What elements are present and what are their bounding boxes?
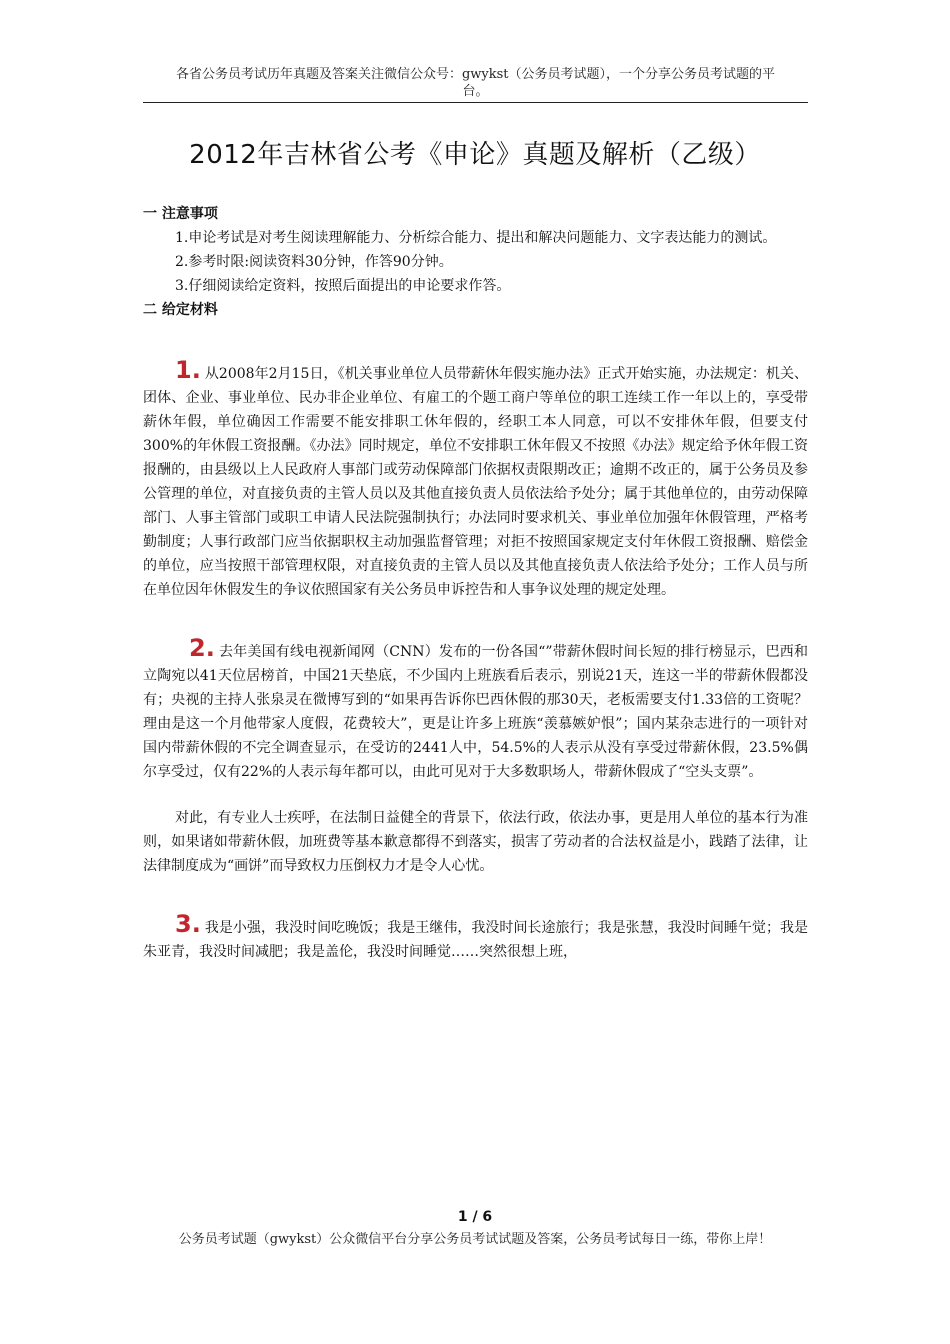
- material-number: 3.: [175, 910, 201, 938]
- material-text: 去年美国有线电视新闻网（CNN）发布的一份各国“”带薪休假时间长短的排行榜显示，巴西和立陶宛以41天位居榜首，中国21天垫底，不少国内上班族看后表示，别说21天，连这一半的带薪休假都没有；央视的主持人张泉灵在微博写到的“如果再告诉你巴西休假的那30天，老板需要支付1.33倍的工资呢？理由是这一个月他带家人度假，花费较大”，更是让许多上班族“羡慕嫉妒恨”；国内某杂志进行的一项针对国内带薪休假的不完全调查显示，在受访的2441人中，54.5%的人表示从没有享受过带薪休假，23.5%偶尔享受过，仅有22%的人表示每年都可以，由此可见对于大多数职场人，带薪休假成了“空头支票”。: [143, 644, 808, 780]
- page-header: [143, 66, 808, 100]
- material-2: [143, 636, 808, 784]
- header-divider: [143, 102, 808, 103]
- material-number: 2.: [189, 634, 215, 662]
- material-number: 1.: [175, 356, 201, 384]
- section-heading-notes: 一 注意事项: [143, 206, 218, 222]
- material-text: 我是小强，我没时间吃晚饭；我是王继伟，我没时间长途旅行；我是张慧，我没时间睡午觉；我是朱亚青，我没时间减肥；我是盖伦，我没时间睡觉……突然很想上班，: [143, 920, 808, 960]
- material-text: 从2008年2月15日，《机关事业单位人员带薪休年假实施办法》正式开始实施，办法规定：机关、团体、企业、事业单位、民办非企业单位、有雇工的个题工商户等单位的职工连续工作一年以上的，享受带薪休年假，单位确因工作需要不能安排职工休年假的，经职工本人同意，可以不安排休年假，但要支付300%的年休假工资报酬。《办法》同时规定，单位不安排职工休年假又不按照《办法》规定给予休年假工资报酬的，由县级以上人民政府人事部门或劳动保障部门依据权责限期改正；逾期不改正的，属于公务员及参公管理的单位，对直接负责的主管人员以及其他直接负责人员依法给予处分；属于其他单位的，由劳动保障部门、人事主管部门或职工申请人民法院强制执行；办法同时要求机关、事业单位加强年休假管理，严格考勤制度；人事行政部门应当依据职权主动加强监督管理；对拒不按照国家规定支付年休假工资报酬、赔偿金的单位，应当按照干部管理权限，对直接负责的主管人员以及其他直接负责人依法给予处分；工作人员与所在单位因年休假发生的争议依照国家有关公务员申诉控告和人事争议处理的规定处理。: [143, 366, 808, 598]
- material-2-paragraph-2: 对此，有专业人士疾呼，在法制日益健全的背景下，依法行政，依法办事，更是用人单位的基本行为准则，如果诸如带薪休假，加班费等基本歉意都得不到落实，损害了劳动者的合法权益是小，践踏了法律，让法律制度成为“画饼”而导致权力压倒权力才是令人心忧。: [143, 810, 808, 874]
- footer-text: 公务员考试题（gwykst）公众微信平台分享公务员考试试题及答案，公务员考试每日一练，带你上岸！: [178, 1232, 772, 1247]
- section-heading-materials: 二 给定材料: [143, 302, 218, 318]
- material-1: [143, 358, 808, 602]
- document-title: 2012年吉林省公考《申论》真题及解析（乙级）: [189, 140, 761, 170]
- page-number: 1 / 6: [457, 1209, 493, 1225]
- document-body: [143, 202, 808, 964]
- header-line-2: 台。: [462, 84, 489, 99]
- note-item-3: 3.仔细阅读给定资料，按照后面提出的申论要求作答。: [175, 278, 511, 294]
- note-item-1: 1.申论考试是对考生阅读理解能力、分析综合能力、提出和解决问题能力、文字表达能力的测试。: [175, 230, 777, 246]
- material-3: [143, 912, 808, 964]
- note-item-2: 2.参考时限:阅读资料30分钟，作答90分钟。: [175, 254, 453, 270]
- header-line-1: 各省公务员考试历年真题及答案关注微信公众号：gwykst（公务员考试题），一个分享公务员考试题的平: [175, 67, 776, 82]
